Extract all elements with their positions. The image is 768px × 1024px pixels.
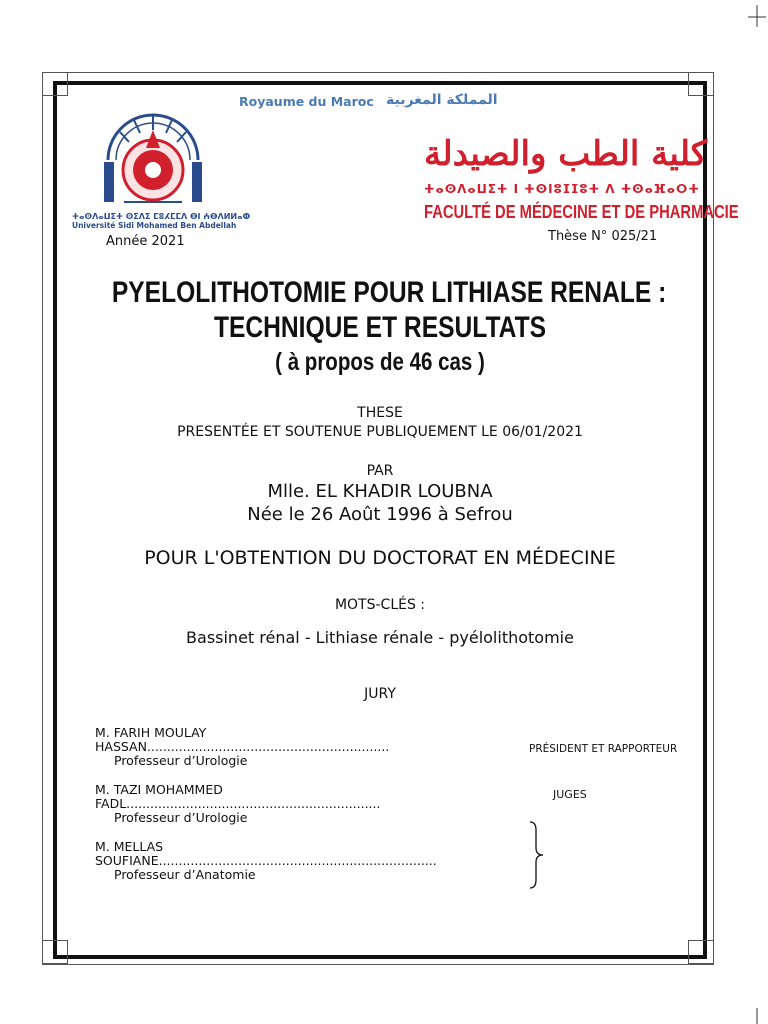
jury-member-title-1: Professeur d’Urologie bbox=[114, 753, 248, 768]
jury-member bbox=[95, 783, 380, 825]
jury-member bbox=[95, 840, 437, 882]
jury-member-name-1: M. FARIH MOULAY bbox=[95, 725, 207, 740]
faculty-name-fr: FACULTÉ DE MÉDECINE ET DE PHARMACIE bbox=[424, 202, 739, 222]
author-name: Mlle. EL KHADIR LOUBNA bbox=[267, 481, 493, 502]
curly-brace-icon bbox=[526, 820, 546, 890]
university-name: Université Sidi Mohamed Ben Abdellah bbox=[72, 221, 237, 230]
doctorat-line: POUR L'OBTENTION DU DOCTORAT EN MÉDECINE bbox=[144, 547, 616, 569]
faculty-name-tifinagh: ⵜⴰⵙⴷⴰⵡⵉⵜ ⵏ ⵜⵙⵏⵓⵊⵊⵓⵜ ⴷ ⵜⵙⴰⴼⴰⵔⵜ bbox=[424, 182, 700, 196]
presentee-line: PRESENTÉE ET SOUTENUE PUBLIQUEMENT LE 06/01/2021 bbox=[177, 424, 583, 440]
corner-ornament-br bbox=[688, 940, 714, 964]
thesis-title-line1: PYELOLITHOTOMIE POUR LITHIASE RENALE : bbox=[111, 276, 667, 309]
these-label: THESE bbox=[357, 405, 403, 421]
jury-label: JURY bbox=[364, 686, 396, 702]
jury-member-name-2: M. TAZI MOHAMMED bbox=[95, 782, 223, 797]
thesis-number: Thèse N° 025/21 bbox=[548, 229, 658, 244]
crop-mark-bottom-icon bbox=[755, 1008, 759, 1024]
thesis-subtitle: ( à propos de 46 cas ) bbox=[275, 348, 485, 376]
role-juges: JUGES bbox=[553, 788, 587, 801]
par-label: PAR bbox=[366, 463, 394, 479]
jury-member bbox=[95, 726, 389, 768]
jury-member-title-3: Professeur d’Anatomie bbox=[114, 867, 256, 882]
corner-ornament-bl bbox=[42, 940, 68, 964]
corner-ornament-tl bbox=[42, 72, 68, 96]
royaume-fr: Royaume du Maroc bbox=[239, 94, 374, 109]
mots-cles-label: MOTS-CLÉS : bbox=[334, 597, 426, 613]
jury-member-name-3b: SOUFIANE...................................................................... bbox=[95, 853, 437, 868]
university-emblem-icon bbox=[94, 90, 212, 214]
author-birth: Née le 26 Août 1996 à Sefrou bbox=[247, 504, 513, 525]
corner-ornament-tr bbox=[688, 72, 714, 96]
jury-member-title-2: Professeur d’Urologie bbox=[114, 810, 248, 825]
keywords: Bassinet rénal - Lithiase rénale - pyélolithotomie bbox=[186, 628, 574, 647]
jury-member-name-2b: FADL................................................................ bbox=[95, 796, 381, 811]
jury-member-name-3: M. MELLAS bbox=[95, 839, 164, 854]
role-president: PRÉSIDENT ET RAPPORTEUR bbox=[529, 743, 678, 755]
university-tifinagh: ⵜⴰⵙⴷⴰⵡⵉⵜ ⵙⵉⴷⵉ ⵎⵓⵃⵎⵎⴷ ⴱⵏ ⵄⴱⴷⵍⵍⴰⵀ bbox=[72, 212, 251, 221]
year: Année 2021 bbox=[106, 234, 185, 249]
jury-member-name-1b: HASSAN............................................................. bbox=[95, 739, 390, 754]
crop-mark-icon bbox=[748, 5, 766, 27]
faculty-name-ar: كلية الطب والصيدلة bbox=[424, 134, 708, 174]
royaume-ar: المملكة المغربية bbox=[386, 92, 498, 108]
thesis-title-line2: TECHNIQUE ET RESULTATS bbox=[213, 311, 547, 344]
